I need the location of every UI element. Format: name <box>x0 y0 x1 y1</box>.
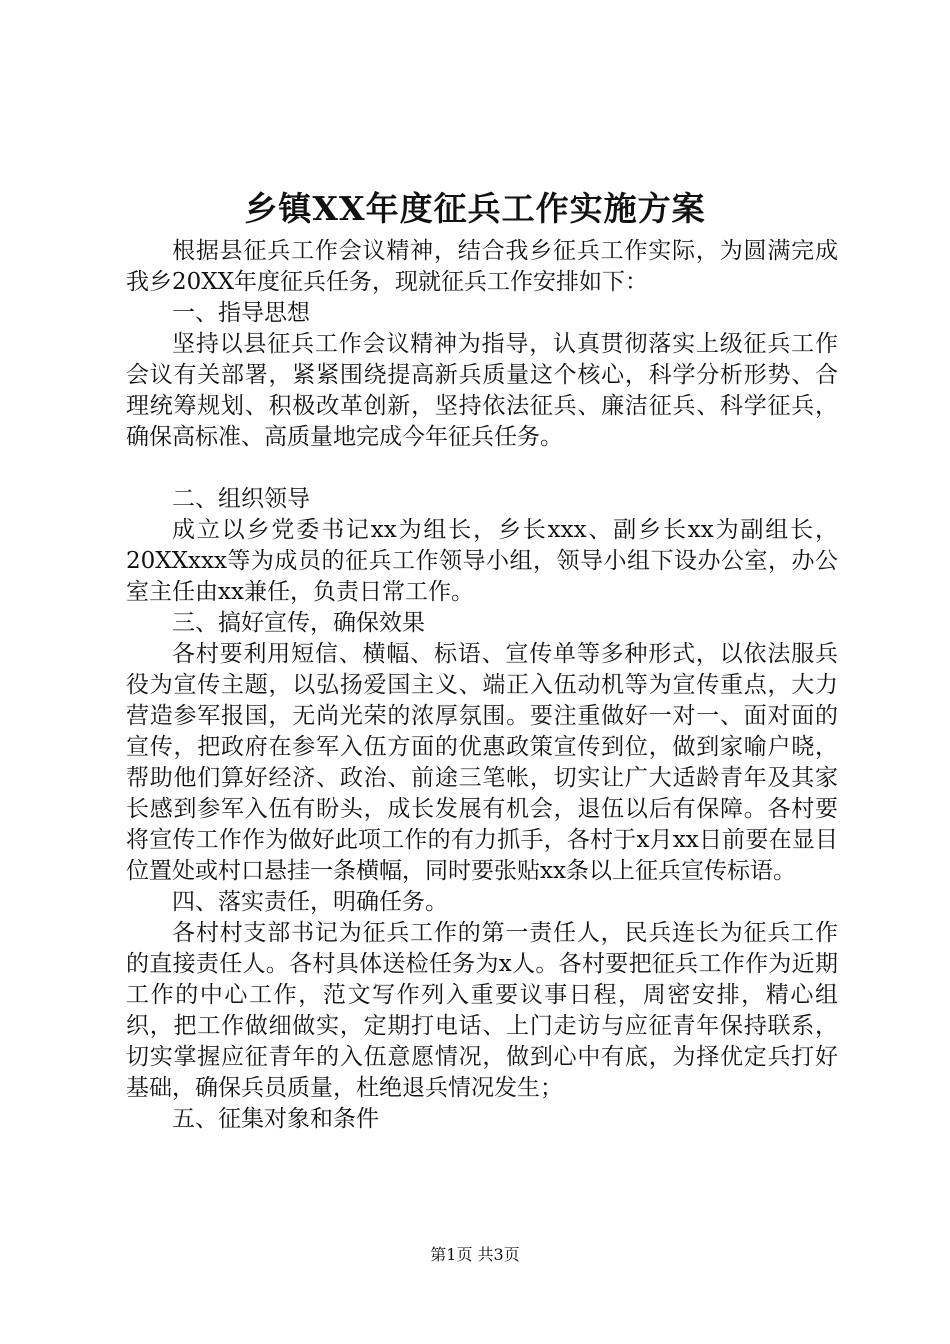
document-title: 乡镇XX年度征兵工作实施方案 <box>244 189 706 228</box>
body-paragraph: 成立以乡党委书记xx为组长，乡长xxx、副乡长xx为副组长，20XXxxx等为成员的征兵工作领导小组，领导小组下设办公室，办公室主任由xx兼任，负责日常工作。 <box>126 517 838 605</box>
section-heading-guiding-ideology: 一、指导思想 <box>172 300 310 326</box>
page-number: 第1页 共3页 <box>430 1245 520 1264</box>
body-paragraph: 各村要利用短信、横幅、标语、宣传单等多种形式，以依法服兵役为宣传主题，以弘扬爱国主义、端正入伍动机等为宣传重点，大力营造参军报国，无尚光荣的浓厚氛围。要注重做好一对一、面对面的宣传，把政府在参军入伍方面的优惠政策宣传到位，做到家喻户晓，帮助他们算好经济、政治、前途三笔帐，切实让广大适龄青年及其家长感到参军入伍有盼头，成长发展有机会，退伍以后有保障。各村要将宣传工作作为做好此项工作的有力抓手，各村于x月xx日前要在显目位置处或村口悬挂一条横幅，同时要张贴xx条以上征兵宣传标语。 <box>126 641 838 884</box>
intro-paragraph: 根据县征兵工作会议精神，结合我乡征兵工作实际，为圆满完成我乡20XX年度征兵任务，现就征兵工作安排如下： <box>126 238 838 295</box>
document-body <box>126 236 838 1135</box>
section-heading-responsibility: 四、落实责任，明确任务。 <box>172 889 448 915</box>
section-heading-publicity: 三、搞好宣传，确保效果 <box>172 610 425 636</box>
body-paragraph: 坚持以县征兵工作会议精神为指导，认真贯彻落实上级征兵工作会议有关部署，紧紧围绕提高新兵质量这个核心，科学分析形势、合理统筹规划、积极改革创新，坚持依法征兵、廉洁征兵、科学征兵，确保高标准、高质量地完成今年征兵任务。 <box>126 331 838 450</box>
section-heading-organization: 二、组织领导 <box>172 486 310 512</box>
section-heading-recruitment-targets: 五、征集对象和条件 <box>172 1106 379 1132</box>
body-paragraph: 各村村支部书记为征兵工作的第一责任人，民兵连长为征兵工作的直接责任人。各村具体送检任务为x人。各村要把征兵工作作为近期工作的中心工作，范文写作列入重要议事日程，周密安排，精心组织，把工作做细做实，定期打电话、上门走访与应征青年保持联系，切实掌握应征青年的入伍意愿情况，做到心中有底，为择优定兵打好基础，确保兵员质量，杜绝退兵情况发生； <box>126 920 838 1101</box>
